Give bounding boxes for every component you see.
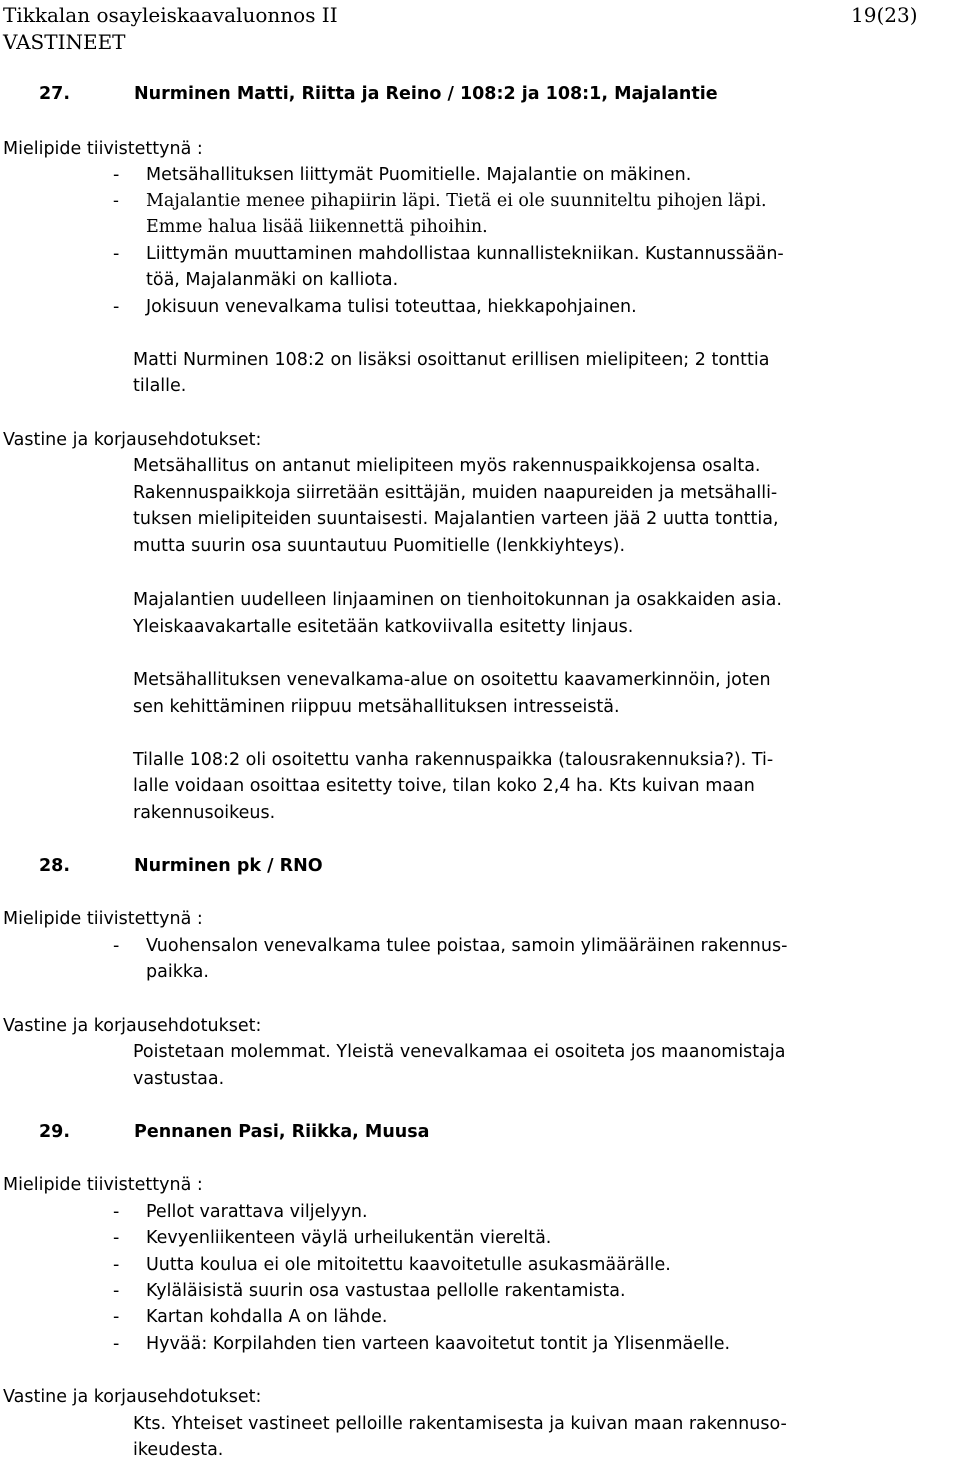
bullet-dash: -	[113, 191, 119, 211]
opinion-text: Vuohensalon venevalkama tulee poistaa, samoin ylimääräinen rakennus-	[146, 936, 788, 956]
opinion-text: Jokisuun venevalkama tulisi toteuttaa, hiekkapohjainen.	[146, 297, 637, 317]
section-27-response-line: lalle voidaan osoittaa esitetty toive, tilan koko 2,4 ha. Kts kuivan maan	[133, 776, 755, 796]
page-number: 19(23)	[851, 3, 918, 27]
section-29-opinion-label: Mielipide tiivistettynä :	[3, 1175, 203, 1195]
opinion-text: Liittymän muuttaminen mahdollistaa kunnallistekniikan. Kustannussään-	[146, 244, 784, 264]
section-27-heading: Nurminen Matti, Riitta ja Reino / 108:2 ja 108:1, Majalantie	[134, 84, 718, 104]
bullet-dash: -	[113, 1334, 120, 1354]
section-28-response-line: vastustaa.	[133, 1069, 225, 1089]
section-27-response-line: sen kehittäminen riippuu metsähallituksen intresseistä.	[133, 697, 620, 717]
opinion-text: Pellot varattava viljelyyn.	[146, 1202, 368, 1222]
bullet-dash: -	[113, 936, 120, 956]
section-28-heading: Nurminen pk / RNO	[134, 856, 323, 876]
bullet-dash: -	[113, 165, 120, 185]
bullet-dash: -	[113, 244, 120, 264]
section-29-number: 29.	[39, 1122, 71, 1142]
bullet-dash: -	[113, 1202, 120, 1222]
section-27-extra-line: tilalle.	[133, 376, 187, 396]
document-subtitle: VASTINEET	[3, 30, 126, 54]
section-27-response-line: Yleiskaavakartalle esitetään katkoviivalla esitetty linjaus.	[133, 617, 634, 637]
section-27-opinion-label: Mielipide tiivistettynä :	[3, 139, 203, 159]
section-27-response-line: mutta suurin osa suuntautuu Puomitielle (lenkkiyhteys).	[133, 536, 626, 556]
section-27-response-label: Vastine ja korjausehdotukset:	[3, 430, 262, 450]
section-27-response-line: tuksen mielipiteiden suuntaisesti. Majalantien varteen jää 2 uutta tonttia,	[133, 509, 779, 529]
section-27-response-line: Metsähallitus on antanut mielipiteen myös rakennuspaikkojensa osalta.	[133, 456, 761, 476]
opinion-text: Hyvää: Korpilahden tien varteen kaavoitetut tontit ja Ylisenmäelle.	[146, 1334, 731, 1354]
section-29-heading: Pennanen Pasi, Riikka, Muusa	[134, 1122, 430, 1142]
document-title: Tikkalan osayleiskaavaluonnos II	[3, 3, 338, 27]
section-27-response-line: Tilalle 108:2 oli osoitettu vanha rakennuspaikka (talousrakennuksia?). Ti-	[133, 750, 774, 770]
section-29-response-line: ikeudesta.	[133, 1440, 224, 1460]
section-28-opinion-continuation: paikka.	[146, 962, 209, 982]
section-29-response-line: Kts. Yhteiset vastineet pelloille rakentamisesta ja kuivan maan rakennuso-	[133, 1414, 787, 1434]
bullet-dash: -	[113, 1307, 120, 1327]
section-27-opinion-continuation: Emme halua lisää liikennettä pihoihin.	[146, 217, 488, 237]
section-29-response-label: Vastine ja korjausehdotukset:	[3, 1387, 262, 1407]
bullet-dash: -	[113, 1228, 120, 1248]
section-28-opinion-label: Mielipide tiivistettynä :	[3, 909, 203, 929]
section-27-number: 27.	[39, 84, 71, 104]
opinion-text: Uutta koulua ei ole mitoitettu kaavoitetulle asukasmäärälle.	[146, 1255, 671, 1275]
bullet-dash: -	[113, 297, 120, 317]
section-27-extra-line: Matti Nurminen 108:2 on lisäksi osoittanut erillisen mielipiteen; 2 tonttia	[133, 350, 770, 370]
section-28-number: 28.	[39, 856, 71, 876]
section-27-response-line: Metsähallituksen venevalkama-alue on osoitettu kaavamerkinnöin, joten	[133, 670, 771, 690]
opinion-text: Kartan kohdalla A on lähde.	[146, 1307, 388, 1327]
section-27-response-line: Majalantien uudelleen linjaaminen on tienhoitokunnan ja osakkaiden asia.	[133, 590, 782, 610]
section-28-response-label: Vastine ja korjausehdotukset:	[3, 1016, 262, 1036]
opinion-text: Kyläläisistä suurin osa vastustaa pellolle rakentamista.	[146, 1281, 626, 1301]
bullet-dash: -	[113, 1255, 120, 1275]
bullet-dash: -	[113, 1281, 120, 1301]
section-28-response-line: Poistetaan molemmat. Yleistä venevalkamaa ei osoiteta jos maanomistaja	[133, 1042, 786, 1062]
section-27-response-line: rakennusoikeus.	[133, 803, 276, 823]
section-27-opinion-continuation: töä, Majalanmäki on kalliota.	[146, 270, 399, 290]
section-27-response-line: Rakennuspaikkoja siirretään esittäjän, muiden naapureiden ja metsähalli-	[133, 483, 778, 503]
opinion-text: Majalantie menee pihapiirin läpi. Tietä ei ole suunniteltu pihojen läpi.	[146, 191, 767, 211]
opinion-text: Kevyenliikenteen väylä urheilukentän viereltä.	[146, 1228, 552, 1248]
opinion-text: Metsähallituksen liittymät Puomitielle. Majalantie on mäkinen.	[146, 165, 692, 185]
